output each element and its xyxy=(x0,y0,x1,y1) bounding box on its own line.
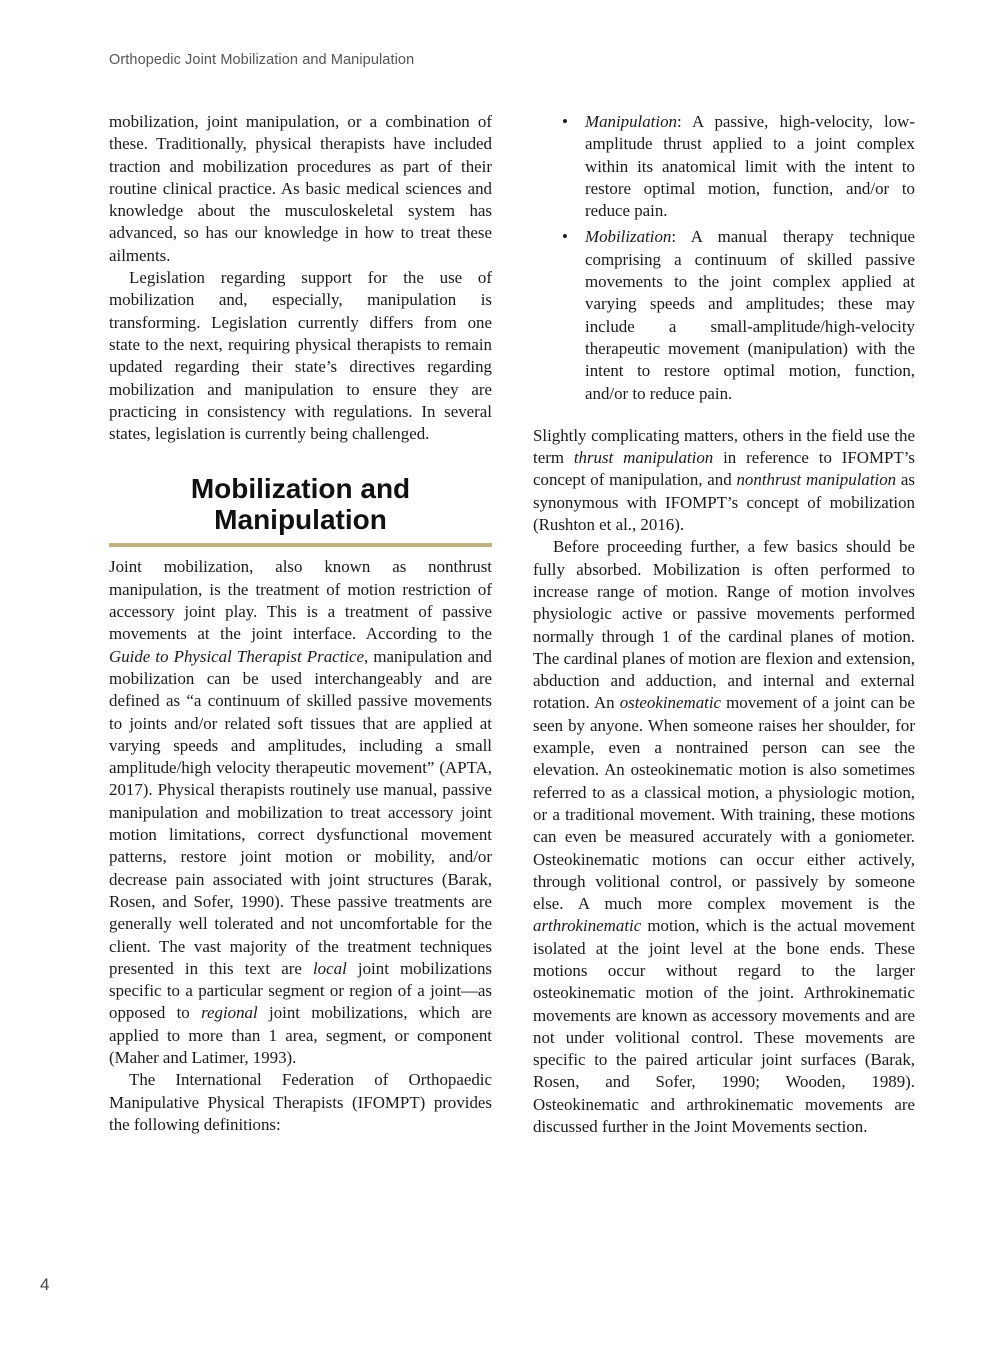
right-column xyxy=(533,111,915,1138)
definition-text: : A manual therapy technique comprising a continuum of skilled passive movements to the joint complex applied at varying speeds and amplitudes; these may include a small-amplitude/high-velocity therapeutic movement (manipulation) with the intent to restore optimal motion, function, and/or to reduce pain. xyxy=(585,227,915,403)
section-heading xyxy=(109,473,492,535)
definition-manipulation xyxy=(533,111,915,222)
text-run: as synonymous with IFOMPT’s concept of mobilization (Rushton et al., 2016). xyxy=(533,470,915,535)
italic-arthrokinematic: arthrokinematic xyxy=(533,916,642,936)
paragraph-basics xyxy=(533,536,915,1138)
text-run: Slightly complicating matters, others in the field use the term xyxy=(533,425,915,468)
paragraph-thrust-terms xyxy=(533,425,915,536)
italic-guide-title: Guide to Physical Therapist Practice xyxy=(109,646,365,666)
italic-osteokinematic: osteokinematic xyxy=(619,693,722,713)
paragraph-ifompt: The International Federation of Orthopaedic Manipulative Physical Therapists (IFOMPT) provides the following definitions: xyxy=(109,1070,492,1134)
heading-rule xyxy=(109,543,492,547)
left-column xyxy=(109,111,492,1136)
term-manipulation: Manipulation xyxy=(585,112,677,131)
paragraph-legislation: Legislation regarding support for the use of mobilization and, especially, manipulation is transforming. Legislation currently differs from one state to the next, requiring physical therapists to remain updated regarding their state’s directives regarding mobilization and manipulation to ensure they are practicing in consistency with regulations. In several states, legislation is currently being challenged. xyxy=(109,268,492,444)
running-head: Orthopedic Joint Mobilization and Manipulation xyxy=(109,52,415,68)
text-run: joint mobilizations specific to a particular segment or region of a joint—as opposed to xyxy=(109,958,492,1023)
text-run: in reference to IFOMPT’s concept of manipulation, and xyxy=(533,448,915,490)
italic-thrust-manipulation: thrust manipulation xyxy=(573,448,714,468)
italic-nonthrust-manipulation: nonthrust manipulation xyxy=(736,470,897,490)
bullet-icon: • xyxy=(562,112,568,131)
text-run: motion, which is the actual movement isolated at the joint level at the bone ends. These motions occur without regard to the larger osteokinematic motion of the joint. Arthrokinematic movements are known as accessory movements and are not under volitional control. These movements are specific to the paired articular joint surfaces (Barak, Rosen, and Sofer, 1990; Wooden, 1989). Osteokinematic and arthrokinematic movements are discussed further in the Joint Movements section. xyxy=(533,916,915,1137)
text-run: movement of a joint can be seen by anyone. When someone raises her shoulder, for example, even a nontrained person can see the elevation. An osteokinematic motion is also sometimes referred to as a classical motion, a physiologic motion, or a traditional movement. With training, these motions can even be measured accurately with a goniometer. Osteokinematic motions can occur either actively, through volitional control, or passively by someone else. A much more complex movement is the xyxy=(533,693,915,914)
section-heading-line2: Manipulation xyxy=(214,504,387,536)
text-run: Joint mobilization, also known as nonthrust manipulation, is the treatment of motion restriction of accessory joint play. This is a treatment of passive movements at the joint interface. According to the xyxy=(109,557,492,644)
text-run: joint mobilizations, which are applied to more than 1 area, segment, or component (Maher and Latimer, 1993). xyxy=(109,1003,492,1067)
bullet-icon: • xyxy=(562,227,568,247)
italic-regional: regional xyxy=(201,1003,258,1023)
text-run: , manipulation and mobilization can be used interchangeably and are defined as “a continuum of skilled passive movements to joints and/or related soft tissues that are applied at varying speeds and amplitudes, including a small amplitude/high velocity therapeutic movement” (APTA, 2017). Physical therapists routinely use manual, passive manipulation and mobilization to treat accessory joint motion limitations, correct dysfunctional movement patterns, restore joint motion or mobility, and/or decrease pain associated with joint structures (Barak, Rosen, and Sofer, 1990). These passive treatments are generally well tolerated and not uncomfortable for the client. The vast majority of the treatment techniques presented in this text are xyxy=(109,646,492,978)
term-mobilization: Mobilization xyxy=(585,227,672,247)
paragraph-intro-continued: mobilization, joint manipulation, or a combination of these. Traditionally, physical therapists have included traction and mobilization procedures as part of their routine clinical practice. As basic medical sciences and knowledge about the musculoskeletal system has advanced, so has our knowledge in how to treat these ailments. xyxy=(109,112,492,265)
paragraph-joint-mobilization xyxy=(109,556,492,1069)
section-heading-line1: Mobilization and xyxy=(190,473,411,505)
definition-text: : A passive, high-velocity, low-amplitude thrust applied to a joint complex within its anatomical limit with the intent to restore optimal motion, function, and/or to reduce pain. xyxy=(585,112,915,221)
page-number: 4 xyxy=(40,1275,50,1294)
italic-local: local xyxy=(312,958,347,978)
definition-mobilization xyxy=(533,226,915,404)
definitions-list xyxy=(533,111,915,405)
text-run: Before proceeding further, a few basics should be fully absorbed. Mobilization is often performed to increase range of motion. Range of motion involves physiologic active or passive movements performed normally through 1 of the cardinal planes of motion. The cardinal planes of motion are flexion and extension, abduction and adduction, and internal and external rotation. An xyxy=(533,537,915,713)
